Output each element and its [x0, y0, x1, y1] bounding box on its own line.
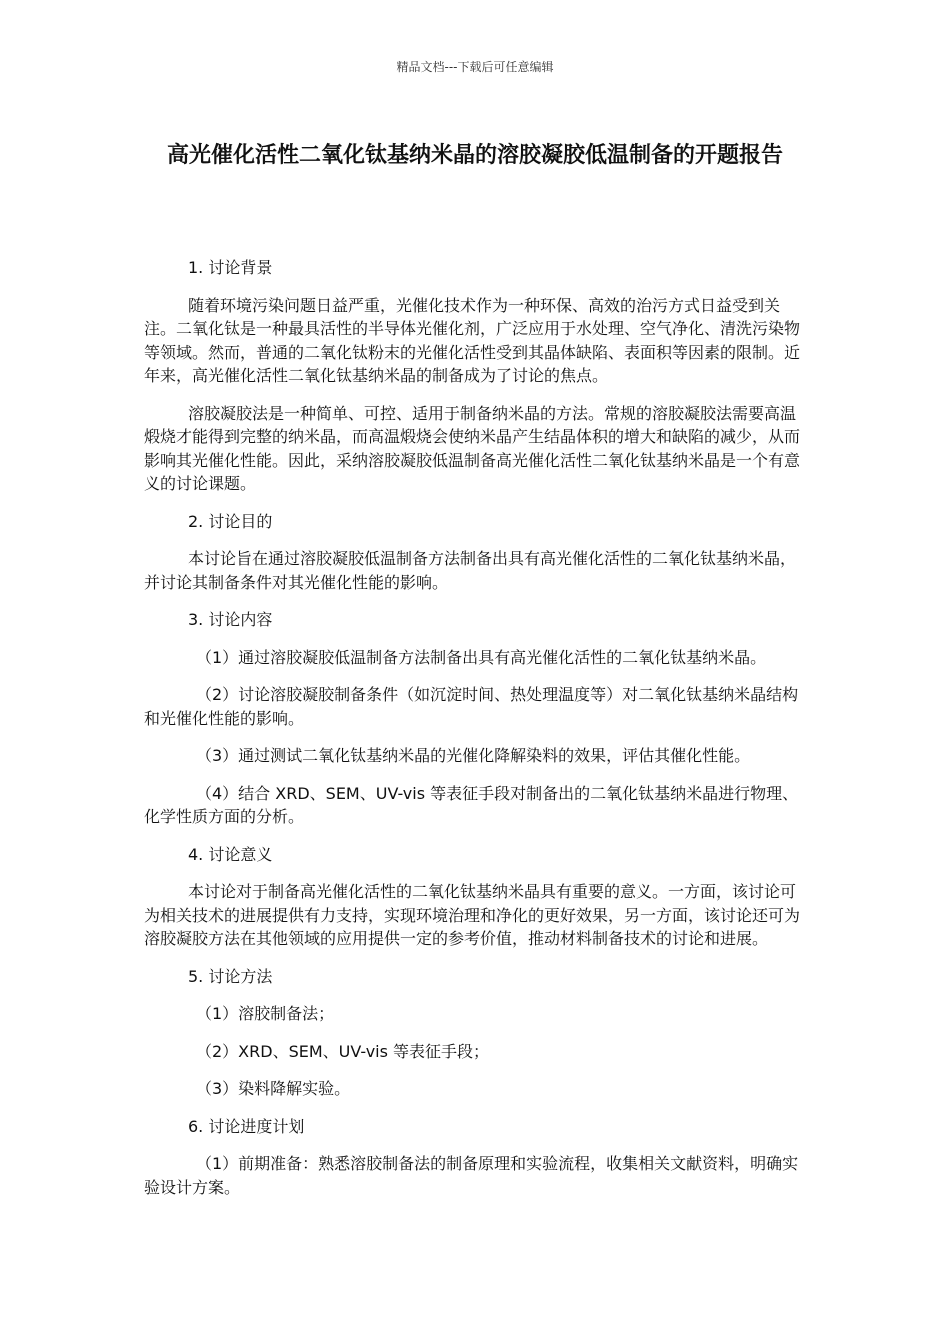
paragraph-background-2: 溶胶凝胶法是一种简单、可控、适用于制备纳米晶的方法。常规的溶胶凝胶法需要高温煅烧才能得到完整的纳米晶，而高温煅烧会使纳米晶产生结晶体积的增大和缺陷的减少，从而影响其光催化性能。因此，采纳溶胶凝胶低温制备高光催化活性二氧化钛基纳米晶是一个有意义的讨论课题。: [144, 403, 801, 493]
section-heading-content: 3. 讨论内容: [188, 610, 273, 629]
paragraph-background-1: 随着环境污染问题日益严重，光催化技术作为一种环保、高效的治污方式日益受到关注。二氧化钛是一种最具活性的半导体光催化剂，广泛应用于水处理、空气净化、清洗污染物等领域。然而，普通的二氧化钛粉末的光催化活性受到其晶体缺陷、表面积等因素的限制。近年来，高光催化活性二氧化钛基纳米晶的制备成为了讨论的焦点。: [144, 295, 801, 385]
content-item-1: （1）通过溶胶凝胶低温制备方法制备出具有高光催化活性的二氧化钛基纳米晶。: [196, 647, 767, 667]
document-title: 高光催化活性二氧化钛基纳米晶的溶胶凝胶低温制备的开题报告: [166, 143, 783, 168]
schedule-item-1: （1）前期准备：熟悉溶胶制备法的制备原理和实验流程，收集相关文献资料，明确实验设计方案。: [144, 1154, 799, 1197]
method-item-3: （3）染料降解实验。: [196, 1079, 351, 1098]
section-heading-purpose: 2. 讨论目的: [188, 511, 273, 531]
method-item-2: （2）XRD、SEM、UV-vis 等表征手段；: [196, 1041, 490, 1061]
content-item-2: （2）讨论溶胶凝胶制备条件（如沉淀时间、热处理温度等）对二氧化钛基纳米晶结构和光催化性能的影响。: [144, 685, 799, 728]
content-item-4: （4）结合 XRD、SEM、UV-vis 等表征手段对制备出的二氧化钛基纳米晶进行物理、化学性质方面的分析。: [144, 783, 799, 826]
content-item-3: （3）通过测试二氧化钛基纳米晶的光催化降解染料的效果，评估其催化性能。: [196, 746, 751, 765]
paragraph-purpose: 本讨论旨在通过溶胶凝胶低温制备方法制备出具有高光催化活性的二氧化钛基纳米晶，并讨论其制备条件对其光催化性能的影响。: [144, 549, 797, 592]
document-body: [144, 256, 808, 1213]
section-heading-significance: 4. 讨论意义: [188, 844, 273, 864]
page-header: 精品文档---下载后可任意编辑: [396, 60, 554, 74]
section-heading-background: 1. 讨论背景: [188, 258, 273, 277]
paragraph-significance: 本讨论对于制备高光催化活性的二氧化钛基纳米晶具有重要的意义。一方面，该讨论可为相关技术的进展提供有力支持，实现环境治理和净化的更好效果，另一方面，该讨论还可为溶胶凝胶方法在其他领域的应用提供一定的参考价值，推动材料制备技术的讨论和进展。: [144, 882, 801, 948]
method-item-1: （1）溶胶制备法；: [196, 1004, 335, 1023]
section-heading-schedule: 6. 讨论进度计划: [188, 1116, 305, 1136]
section-heading-methods: 5. 讨论方法: [188, 966, 273, 986]
